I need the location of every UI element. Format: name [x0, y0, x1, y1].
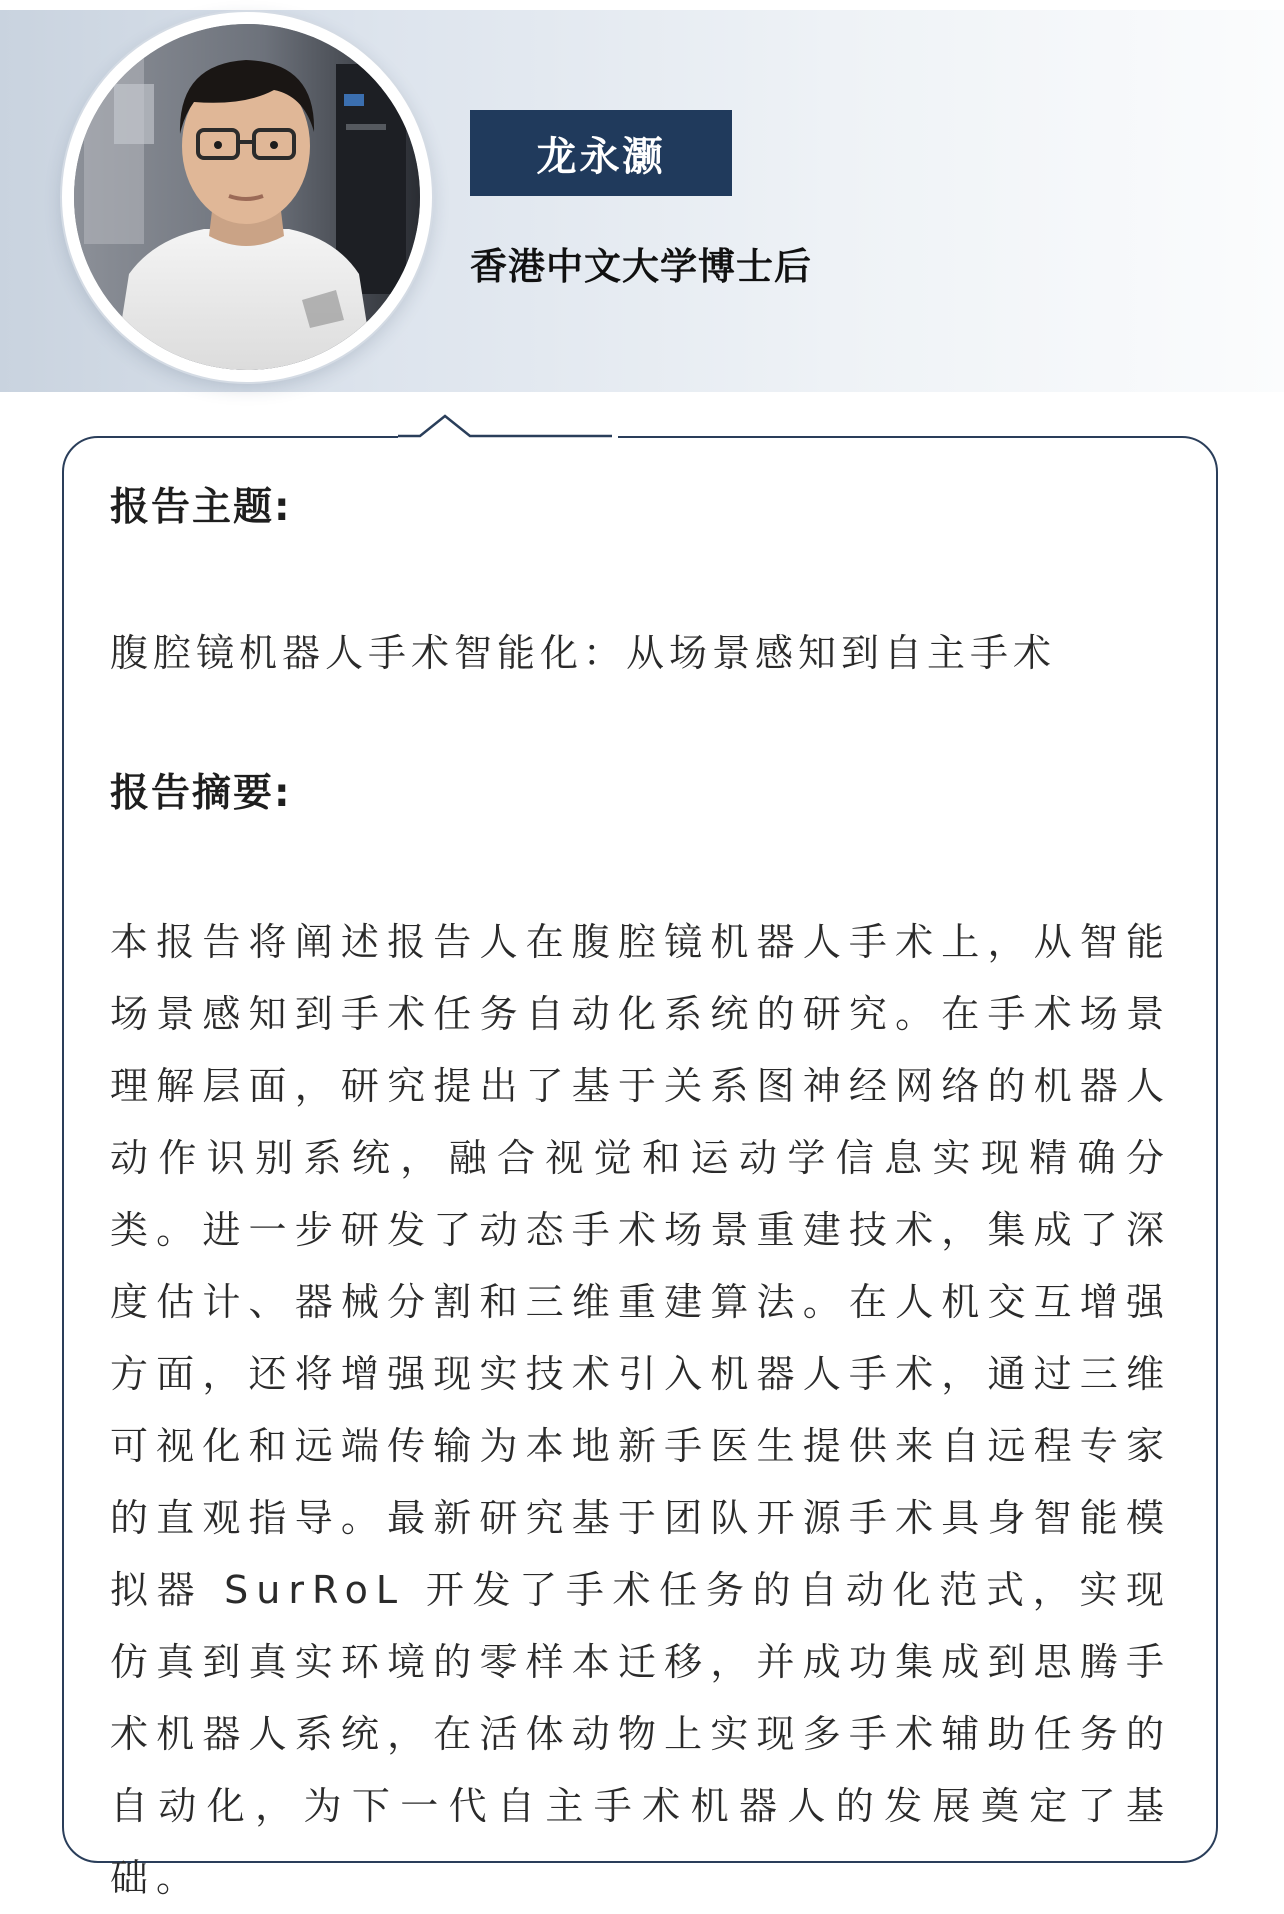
- report-abstract: 本报告将阐述报告人在腹腔镜机器人手术上，从智能场景感知到手术任务自动化系统的研究。在手术场景理解层面，研究提出了基于关系图神经网络的机器人动作识别系统，融合视觉和运动学信息实现精确分类。进一步研发了动态手术场景重建技术，集成了深度估计、器械分割和三维重建算法。在人机交互增强方面，还将增强现实技术引入机器人手术，通过三维可视化和远端传输为本地新手医生提供来自远程专家的直观指导。最新研究基于团队开源手术具身智能模拟器 SurRoL 开发了手术任务的自动化范式，实现仿真到真实环境的零样本迁移，并成功集成到思腾手术机器人系统，在活体动物上实现多手术辅助任务的自动化，为下一代自主手术机器人的发展奠定了基础。: [110, 920, 1172, 1900]
- speaker-name: 龙永灏: [470, 110, 732, 196]
- report-topic: 腹腔镜机器人手术智能化：从场景感知到自主手术: [110, 631, 1057, 675]
- speaker-avatar: [62, 12, 432, 382]
- speaker-photo: [74, 24, 420, 370]
- speaker-affiliation: 香港中文大学博士后: [470, 245, 812, 288]
- card-notch-pointer: [0, 408, 1284, 454]
- topic-heading: 报告主题:: [110, 485, 292, 530]
- abstract-heading: 报告摘要:: [110, 771, 292, 816]
